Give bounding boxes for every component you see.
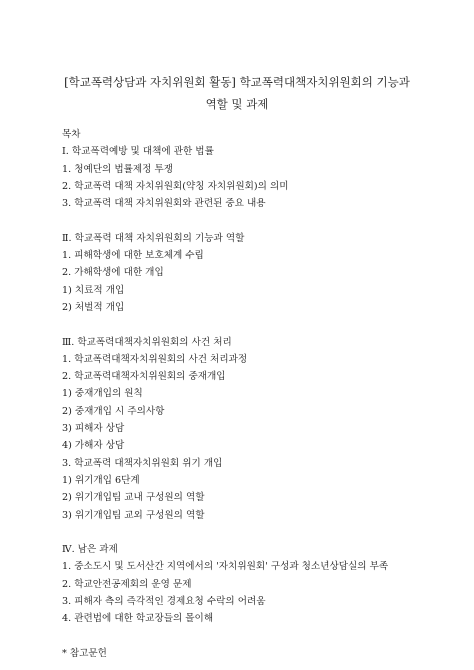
- references-label: * 참고문헌: [62, 647, 107, 659]
- toc-heading: 목차: [62, 129, 81, 140]
- section-3-item: 1) 위기개입 6단계: [62, 474, 140, 486]
- section-spacer: [62, 524, 442, 541]
- title-line-2: 역할 및 과제: [205, 97, 269, 111]
- document-title: [40, 71, 434, 115]
- section-1-item: 2. 학교폭력 대책 자치위원회(약칭 자치위원회)의 의미: [62, 180, 289, 192]
- table-of-contents: [62, 126, 442, 662]
- section-3-item: 2) 중재개입 시 주의사항: [62, 405, 165, 417]
- section-3-item: 4) 가해자 상담: [62, 440, 125, 452]
- section-3-heading: Ⅲ. 학교폭력대책자치위원회의 사건 처리: [62, 336, 232, 348]
- section-1-item: 1. 청예단의 법률제정 투쟁: [62, 163, 173, 175]
- section-4-item: 1. 중소도시 및 도서산간 지역에서의 '자치위원회' 구성과 청소년상담실의 부족: [62, 561, 389, 573]
- section-2-item: 2. 가해학생에 대한 개입: [62, 267, 164, 279]
- section-2-item: 1. 피해학생에 대한 보호체계 수립: [62, 250, 204, 262]
- section-3-item: 3. 학교폭력 대책자치위원회 위기 개입: [62, 457, 223, 469]
- section-2-heading: Ⅱ. 학교폭력 대책 자치위원회의 기능과 역할: [62, 232, 245, 244]
- section-3-item: 1. 학교폭력대책자치위원회의 사건 처리과정: [62, 353, 248, 365]
- section-3-item: 2. 학교폭력대책자치위원회의 중재개입: [62, 371, 226, 383]
- section-3-item: 3) 위기개입팀 교외 구성원의 역할: [62, 509, 205, 521]
- section-4-item: 3. 피해자 측의 즉각적인 경제요청 수락의 어려움: [62, 596, 266, 608]
- section-3-item: 2) 위기개입팀 교내 구성원의 역할: [62, 492, 205, 504]
- section-spacer: [62, 316, 442, 333]
- title-line-1: [학교폭력상담과 자치위원회 활동] 학교폭력대책자치위원회의 기능과: [64, 75, 410, 89]
- section-1-item: 3. 학교폭력 대책 자치위원회와 관련된 중요 내용: [62, 198, 266, 210]
- section-2-item: 1) 치료적 개입: [62, 284, 125, 296]
- section-2-item: 2) 처벌적 개입: [62, 301, 125, 313]
- section-4-item: 4. 관련법에 대한 학교장들의 몰이해: [62, 613, 214, 625]
- section-3-item: 1) 중재개입의 원칙: [62, 388, 143, 400]
- section-4-item: 2. 학교안전공제회의 운영 문제: [62, 578, 192, 590]
- section-spacer: [62, 212, 442, 229]
- section-3-item: 3) 피해자 상담: [62, 423, 125, 435]
- section-4-heading: Ⅳ. 남은 과제: [62, 544, 118, 556]
- section-spacer: [62, 628, 442, 645]
- section-1-heading: Ⅰ. 학교폭력예방 및 대책에 관한 법률: [62, 146, 214, 158]
